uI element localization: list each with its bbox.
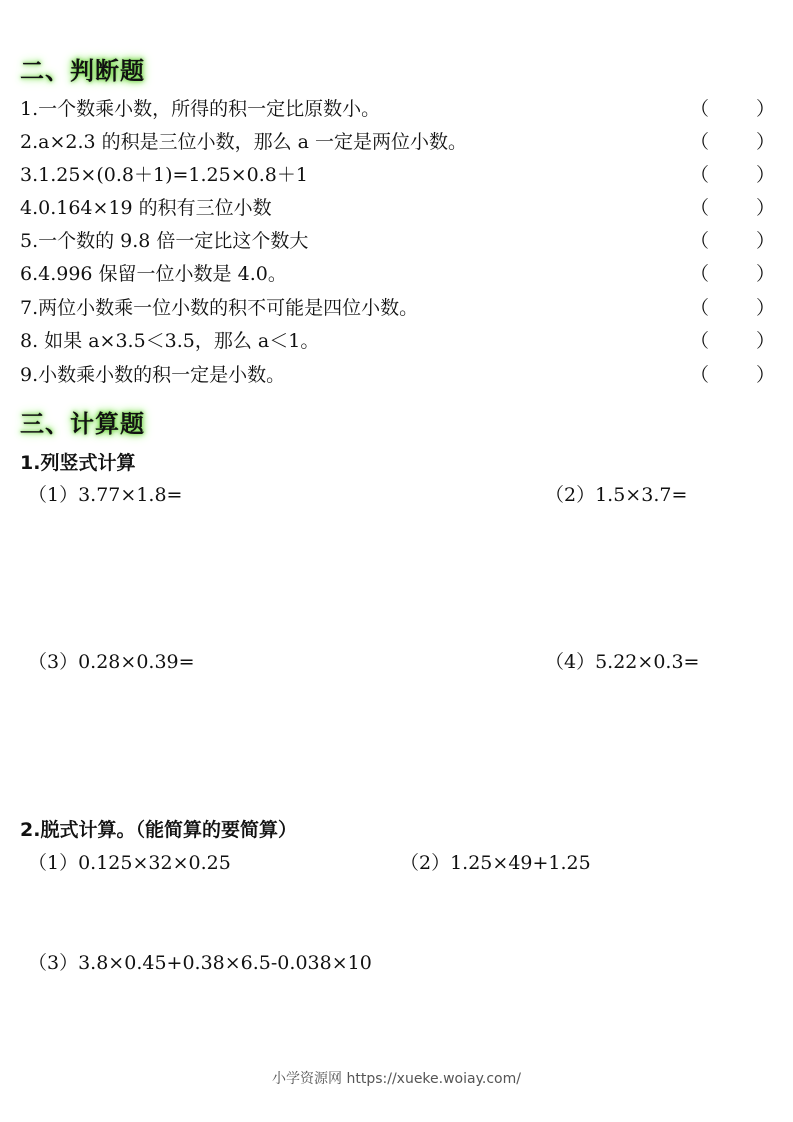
question-text: 5.一个数的 9.8 倍一定比这个数大 [20, 230, 309, 252]
question-text: 4.0.164×19 的积有三位小数 [20, 197, 272, 219]
work-area-1[interactable] [28, 512, 508, 642]
section-heading-calculation: 三、计算题 [20, 410, 145, 438]
answer-parentheses[interactable] [690, 226, 775, 256]
paren-open: （ [690, 364, 710, 386]
question-text: 7.两位小数乘一位小数的积不可能是四位小数。 [20, 297, 419, 319]
question-row [20, 293, 775, 323]
paren-close: ） [755, 131, 775, 153]
paren-open: （ [690, 131, 710, 153]
answer-parentheses[interactable] [690, 293, 775, 323]
section-heading-judgement: 二、判断题 [20, 57, 145, 85]
paren-close: ） [755, 98, 775, 120]
subheading-vertical-calculation: 1.列竖式计算 [20, 452, 136, 474]
question-row [20, 193, 775, 223]
answer-parentheses[interactable] [690, 193, 775, 223]
work-area-5[interactable] [28, 880, 388, 945]
paren-open: （ [690, 230, 710, 252]
answer-parentheses[interactable] [690, 259, 775, 289]
paren-open: （ [690, 98, 710, 120]
paren-close: ） [755, 364, 775, 386]
question-row [20, 259, 775, 289]
question-text: 6.4.996 保留一位小数是 4.0。 [20, 263, 287, 285]
question-text: 1.一个数乘小数，所得的积一定比原数小。 [20, 98, 381, 120]
paren-open: （ [690, 263, 710, 285]
vertical-problem-4: （4）5.22×0.3= [545, 651, 700, 673]
question-row [20, 94, 775, 124]
answer-parentheses[interactable] [690, 326, 775, 356]
answer-parentheses[interactable] [690, 94, 775, 124]
work-area-4[interactable] [545, 680, 775, 805]
step-problem-1: （1）0.125×32×0.25 [28, 852, 231, 874]
work-area-2[interactable] [545, 512, 775, 642]
paren-open: （ [690, 330, 710, 352]
paren-open: （ [690, 297, 710, 319]
question-text: 3.1.25×(0.8＋1)=1.25×0.8＋1 [20, 164, 308, 186]
paren-close: ） [755, 230, 775, 252]
answer-parentheses[interactable] [690, 160, 775, 190]
paren-open: （ [690, 164, 710, 186]
subheading-step-calculation: 2.脱式计算。（能简算的要简算） [20, 819, 297, 841]
question-text: 2.a×2.3 的积是三位小数，那么 a 一定是两位小数。 [20, 131, 468, 153]
answer-parentheses[interactable] [690, 127, 775, 157]
vertical-problem-1: （1）3.77×1.8= [28, 484, 183, 506]
work-area-6[interactable] [400, 880, 775, 945]
question-text: 8. 如果 a×3.5＜3.5，那么 a＜1。 [20, 330, 320, 352]
paren-close: ） [755, 330, 775, 352]
step-problem-2: （2）1.25×49+1.25 [400, 852, 591, 874]
answer-parentheses[interactable] [690, 360, 775, 390]
vertical-problem-3: （3）0.28×0.39= [28, 651, 195, 673]
paren-open: （ [690, 197, 710, 219]
step-problem-3: （3）3.8×0.45+0.38×6.5-0.038×10 [28, 952, 372, 974]
question-text: 9.小数乘小数的积一定是小数。 [20, 364, 286, 386]
paren-close: ） [755, 164, 775, 186]
question-row [20, 160, 775, 190]
paren-close: ） [755, 297, 775, 319]
footer-source: 小学资源网 https://xueke.woiay.com/ [272, 1071, 521, 1087]
question-row [20, 127, 775, 157]
vertical-problem-2: （2）1.5×3.7= [545, 484, 688, 506]
question-row [20, 226, 775, 256]
paren-close: ） [755, 263, 775, 285]
work-area-3[interactable] [28, 680, 508, 805]
paren-close: ） [755, 197, 775, 219]
work-area-7[interactable] [28, 980, 775, 1060]
question-row [20, 360, 775, 390]
question-row [20, 326, 775, 356]
